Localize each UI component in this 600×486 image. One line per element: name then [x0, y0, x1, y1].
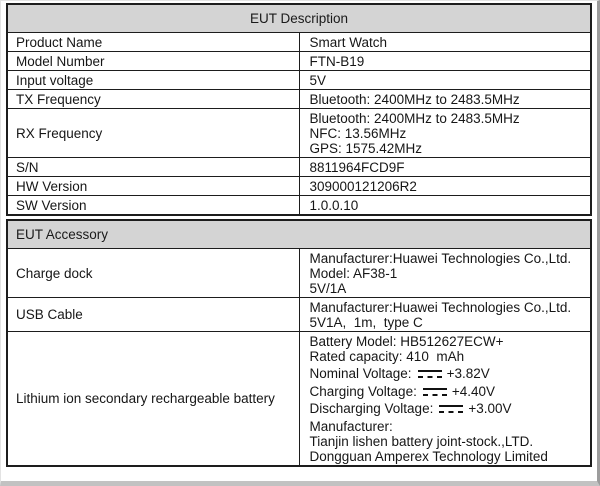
- row-value-cell: [299, 109, 591, 158]
- table-row: [7, 109, 591, 158]
- row-label-cell: SW Version: [7, 196, 299, 216]
- value-line: 5V/1A: [309, 280, 347, 296]
- row-value-cell: [299, 71, 591, 90]
- value-line: [310, 401, 585, 416]
- row-value-cell: [299, 52, 591, 71]
- eut-description-rows: [7, 33, 591, 216]
- eut-description-table: [6, 3, 592, 216]
- row-value-cell: [299, 177, 591, 196]
- value-line: Tianjin lishen battery joint-stock.,LTD.: [309, 433, 534, 449]
- row-value-cell: [299, 90, 591, 109]
- row-value-cell: [299, 33, 591, 52]
- voltage-value: +3.00V: [468, 401, 512, 416]
- row-label-cell: Input voltage: [7, 71, 299, 90]
- row-label-cell: S/N: [7, 158, 299, 177]
- row-label-cell: Model Number: [7, 52, 299, 71]
- eut-accessory-rows: [7, 249, 591, 467]
- value-line: 5V1A, 1m, type C: [309, 314, 423, 330]
- value-line: Manufacturer:: [309, 418, 393, 434]
- table-row: [7, 332, 591, 467]
- table-row: [7, 71, 591, 90]
- row-value-cell: [299, 196, 591, 216]
- value-line: 8811964FCD9F: [309, 159, 405, 175]
- dc-voltage-icon: [418, 370, 442, 378]
- value-line: Manufacturer:Huawei Technologies Co.,Ltd.: [309, 250, 572, 266]
- table-row: [7, 52, 591, 71]
- dc-voltage-icon: [423, 388, 447, 396]
- row-value-cell: [299, 298, 591, 332]
- value-line: Bluetooth: 2400MHz to 2483.5MHz: [309, 91, 520, 107]
- table-row: [7, 249, 591, 298]
- voltage-value: +4.40V: [451, 383, 495, 399]
- value-line: Dongguan Amperex Technology Limited: [309, 448, 548, 464]
- section-header-row: [7, 220, 591, 249]
- table-row: [7, 196, 591, 216]
- row-label-cell: HW Version: [7, 177, 299, 196]
- row-label-cell: USB Cable: [7, 298, 299, 332]
- table-row: [7, 158, 591, 177]
- value-line: Model: AF38-1: [309, 265, 398, 281]
- value-line: 5V: [309, 72, 327, 88]
- value-line: NFC: 13.56MHz: [309, 125, 407, 141]
- value-line: Bluetooth: 2400MHz to 2483.5MHz: [309, 110, 520, 126]
- voltage-label: Nominal Voltage:: [309, 366, 412, 381]
- value-line: Smart Watch: [309, 34, 388, 50]
- row-label-cell: TX Frequency: [7, 90, 299, 109]
- section-header-eut-description: EUT Description: [7, 4, 591, 33]
- value-line: [310, 366, 585, 381]
- value-line: Manufacturer:Huawei Technologies Co.,Ltd.: [309, 299, 572, 315]
- value-line: [310, 384, 585, 399]
- section-header-eut-accessory: EUT Accessory: [7, 220, 591, 249]
- value-line: FTN-B19: [309, 53, 365, 69]
- value-line: Battery Model: HB512627ECW+: [309, 333, 504, 349]
- voltage-label: Discharging Voltage:: [309, 401, 434, 416]
- value-line: 309000121206R2: [309, 178, 417, 194]
- row-label-cell: RX Frequency: [7, 109, 299, 158]
- value-line: 1.0.0.10: [309, 197, 359, 213]
- row-value-cell: [299, 249, 591, 298]
- row-label-cell: Product Name: [7, 33, 299, 52]
- table-row: [7, 33, 591, 52]
- row-value-cell: [299, 158, 591, 177]
- row-value-cell: [299, 332, 591, 467]
- table-row: [7, 177, 591, 196]
- dc-voltage-icon: [439, 405, 463, 413]
- row-label-cell: Charge dock: [7, 249, 299, 298]
- table-row: [7, 90, 591, 109]
- value-line: GPS: 1575.42MHz: [309, 140, 423, 156]
- voltage-label: Charging Voltage:: [309, 383, 417, 399]
- row-label-cell: Lithium ion secondary rechargeable battery: [7, 332, 299, 467]
- section-header-row: [7, 4, 591, 33]
- table-row: [7, 298, 591, 332]
- value-line: Rated capacity: 410 mAh: [309, 348, 465, 364]
- voltage-value: +3.82V: [446, 366, 490, 381]
- eut-accessory-table: [6, 219, 592, 467]
